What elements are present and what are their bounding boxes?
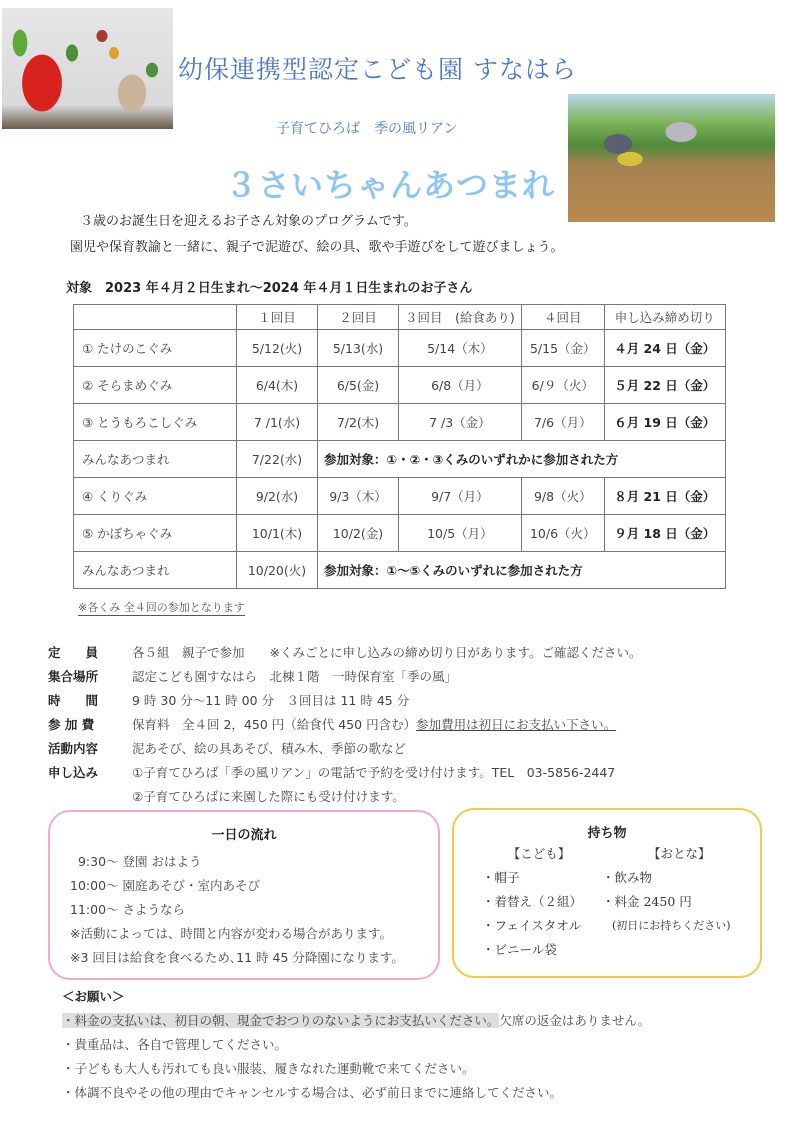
request-text: ・貴重品は、各自で管理してください。 [62,1037,288,1052]
fee-payment-note: 参加費用は初日にお支払い下さい。 [416,717,617,732]
date-cell: 5/15（金） [521,330,604,367]
date-cell: 5/13(水) [318,330,399,367]
flow-item: 9:30～ 登園 おはよう [70,854,202,869]
info-label: 申し込み [48,765,99,780]
class-name: みんなあつまれ [74,441,237,478]
date-cell: 10/20(火) [237,552,318,589]
class-name: ② そらまめぐみ [74,367,237,404]
request-item [62,1057,650,1081]
page-subtitle: 子育てひろば 季の風リアン [276,121,458,137]
belonging-item: ・飲み物 [602,870,653,885]
table-row [74,367,726,404]
request-item [62,1081,650,1105]
class-name: ④ くりぐみ [74,478,237,515]
intro-line-1: ３歳のお誕生日を迎えるお子さん対象のプログラムです。 [80,214,417,229]
date-cell: 6/5(金) [318,367,399,404]
deadline-cell: ５月 22 日（金） [604,367,725,404]
deadline-cell: ８月 21 日（金） [604,478,725,515]
deadline-cell: ６月 19 日（金） [604,404,725,441]
date-cell: 7 /3（金） [399,404,522,441]
children-belongings [482,842,582,962]
daily-flow-list [70,850,404,970]
request-text: ・体調不良やその他の理由でキャンセルする場合は、必ず前日までに連絡してください。 [62,1085,563,1100]
attendance-note: ※各くみ 全４回の参加となります [78,601,245,614]
target-age: 対象 2023 年４月２日生まれ～2024 年４月１日生まれのお子さん [66,281,473,296]
info-row-time [48,688,641,712]
info-label: 定 員 [48,645,99,660]
info-value: 9 時 30 分～11 時 00 分 ３回目は 11 時 45 分 [132,693,410,708]
request-item [62,1033,650,1057]
belongings-box [452,808,762,978]
info-row-capacity [48,640,641,664]
table-row [74,330,726,367]
info-row-location [48,664,641,688]
belonging-item: ・料金 2450 円 [602,894,692,909]
header-cell: ２回目 [318,305,399,330]
date-cell: 9/2(水) [237,478,318,515]
request-text: 欠席の返金はありません。 [499,1013,651,1028]
date-cell: 5/14（木） [399,330,522,367]
table-row [74,552,726,589]
info-value: 各５組 親子で参加 ※くみごとに申し込みの締め切り日があります。ご確認ください。 [132,645,642,660]
belonging-item: ・フェイスタオル [482,918,582,933]
info-row-activities [48,736,641,760]
class-name: ③ とうもろこしぐみ [74,404,237,441]
date-cell: 5/12(火) [237,330,318,367]
flow-item: 10:00～ 園庭あそび・室内あそび [70,878,260,893]
deadline-cell: ４月 24 日（金） [604,330,725,367]
date-cell: 9/8（火） [521,478,604,515]
date-cell: 7 /1(水) [237,404,318,441]
flow-item: ※3 回目は給食を食べるため､11 時 45 分降園になります。 [70,950,404,965]
belonging-item: ・帽子 [482,870,520,885]
table-row [74,478,726,515]
info-value: 保育料 全４回 2，450 円（給食代 450 円含む） [132,717,417,732]
request-item [62,1009,650,1033]
date-cell: 7/6（月） [521,404,604,441]
date-cell: 9/3（木） [318,478,399,515]
intro-line-2: 園児や保育教諭と一緒に、親子で泥遊び、絵の具、歌や手遊びをして遊びましょう。 [70,240,564,255]
date-cell: 6/９（火） [521,367,604,404]
belonging-note: (初日にお持ちください) [612,919,731,932]
date-cell: 9/7（月） [399,478,522,515]
class-name: みんなあつまれ [74,552,237,589]
daily-flow-title: 一日の流れ [211,828,277,843]
info-value: ①子育てひろば「季の風リアン」の電話で予約を受け付けます。TEL 03-5856-2447 [132,765,616,780]
info-row-application-2 [48,784,641,808]
date-cell: 10/5（月） [399,515,522,552]
table-row [74,404,726,441]
date-cell: 6/4(木) [237,367,318,404]
class-name: ⑤ かぼちゃぐみ [74,515,237,552]
belongings-title: 持ち物 [587,826,627,841]
info-label: 時 間 [48,693,99,708]
date-cell: 10/1(木) [237,515,318,552]
eligibility-note: 参加対象：①・②・③くみのいずれかに参加された方 [318,441,726,478]
eligibility-note: 参加対象：①～⑤くみのいずれに参加された方 [318,552,726,589]
class-name: ① たけのこぐみ [74,330,237,367]
info-row-fee [48,712,641,736]
page-title: 幼保連携型認定こども園 すなはら [178,55,577,84]
belonging-item: ・着替え（２組） [482,894,583,909]
handprint-painting-photo [2,8,173,129]
deadline-cell: ９月 18 日（金） [604,515,725,552]
header-cell [74,305,237,330]
event-title: ３さいちゃんあつまれ [225,166,556,204]
date-cell: 10/2(金) [318,515,399,552]
info-value: ②子育てひろばに来園した際にも受け付けます。 [132,789,405,804]
info-value: 泥あそび、絵の具あそび、積み木、季節の歌など [132,741,407,756]
header-cell: １回目 [237,305,318,330]
header-cell: ４回目 [521,305,604,330]
header-cell: ３回目 (給食あり) [399,305,522,330]
table-row [74,515,726,552]
info-value: 認定こども園すなはら 北棟１階 一時保育室「季の風」 [132,669,458,684]
date-cell: 7/22(水) [237,441,318,478]
children-header: 【こども】 [507,846,571,861]
date-cell: 6/8（月） [399,367,522,404]
belonging-item: ・ビニール袋 [482,942,557,957]
daily-flow-box [48,810,440,980]
flow-item: 11:00～ さようなら [70,902,185,917]
requests-section [62,985,650,1105]
request-text: ・子どもも大人も汚れても良い服装、履きなれた運動靴で来てください。 [62,1061,475,1076]
info-row-application [48,760,641,784]
flow-item: ※活動によっては、時間と内容が変わる場合があります。 [70,926,392,941]
request-highlight: ・料金の支払いは、初日の朝、現金でおつりのないようにお支払いください。 [62,1013,500,1028]
mud-play-photo [568,94,775,222]
event-info-list [48,640,641,808]
info-label: 集合場所 [48,669,99,684]
table-row [74,441,726,478]
adult-belongings [602,842,731,938]
date-cell: 10/6（火） [521,515,604,552]
header-cell: 申し込み締め切り [604,305,725,330]
date-cell: 7/2(木) [318,404,399,441]
info-label: 活動内容 [48,741,99,756]
adults-header: 【おとな】 [648,846,711,861]
requests-title: ＜お願い＞ [62,989,125,1004]
schedule-table [73,304,726,589]
info-label: 参 加 費 [48,717,95,732]
table-header-row [74,305,726,330]
